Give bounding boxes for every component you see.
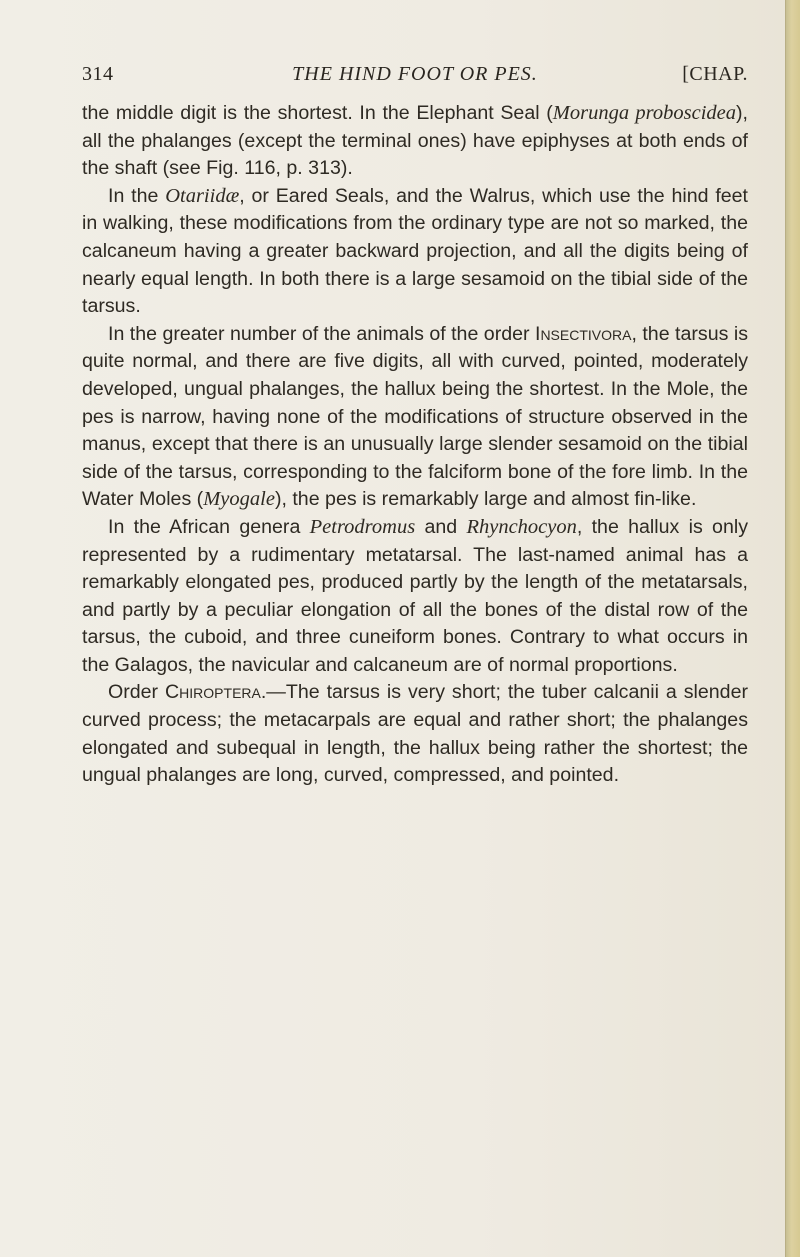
- paragraph-3: [82, 321, 748, 514]
- text-run: the middle digit is the shortest. In the Elephant Seal (: [82, 102, 553, 124]
- text-run: ), all the phalanges (except the terminal ones) have epiphyses at both ends of the shaft (see Fig. 116, p. 313).: [82, 102, 748, 180]
- chapter-label: [CHAP.: [682, 63, 748, 85]
- text-run: and: [415, 515, 467, 538]
- text-run: ), the pes is remarkably large and almost fin-like.: [274, 488, 697, 511]
- text-run: In the greater number of the animals of the order: [108, 322, 535, 345]
- genus-name: Petrodromus: [309, 515, 416, 538]
- paragraph-2: [82, 183, 748, 321]
- paragraph-5: [82, 679, 748, 789]
- text-run: .—The tarsus is very short; the tuber calcanii a slender curved process; the metacarpals are equal and rather short; the phalanges elongated and subequal in length, the hallux being rather the shortest; the ungual phalanges are long, curved, compressed, and pointed.: [82, 681, 748, 787]
- text-run: , or Eared Seals, and the Walrus, which use the hind feet in walking, these modifications from the ordinary type are not so marked, the calcaneum having a greater backward projection, and all the digits being of nearly equal length. In both there is a large sesamoid on the tibial side of the tarsus.: [82, 184, 749, 318]
- paragraph-1: [82, 100, 748, 183]
- species-name: Morunga proboscidea: [552, 102, 737, 124]
- page-body: [82, 100, 748, 790]
- page-edge: [785, 0, 800, 1257]
- order-name: Chiroptera: [165, 681, 261, 704]
- text-run: Order: [108, 681, 166, 704]
- page-number: 314: [82, 63, 114, 85]
- text-run: In the African genera: [108, 515, 310, 538]
- text-run: , the tarsus is quite normal, and there are five digits, all with curved, pointed, moderately developed, ungual phalanges, the hallux being the shortest. In the Mole, the pes is narrow, having none of the modifications of structure observed in the manus, except that there is an unusually large slender sesamoid on the tibial side of the tarsus, corresponding to the falciform bone of the fore limb. In the Water Moles (: [82, 322, 748, 511]
- running-title: THE HIND FOOT OR PES.: [292, 63, 538, 85]
- text-run: , the hallux is only represented by a rudimentary metatarsal. The last-named animal has a remarkably elongated pes, produced partly by the length of the metatarsals, and partly by a peculiar elongation of all the bones of the distal row of the tarsus, the cuboid, and three cuneiform bones. Contrary to what occurs in the Galagos, the navicular and calcaneum are of normal proportions.: [82, 515, 748, 676]
- genus-name: Rhynchocyon: [466, 515, 577, 538]
- order-name: Insectivora: [535, 322, 632, 345]
- family-name: Otariidæ: [165, 184, 240, 207]
- text-run: In the: [108, 184, 166, 207]
- page-header: [82, 63, 748, 89]
- paragraph-4: [82, 514, 748, 680]
- genus-name: Myogale: [203, 488, 275, 511]
